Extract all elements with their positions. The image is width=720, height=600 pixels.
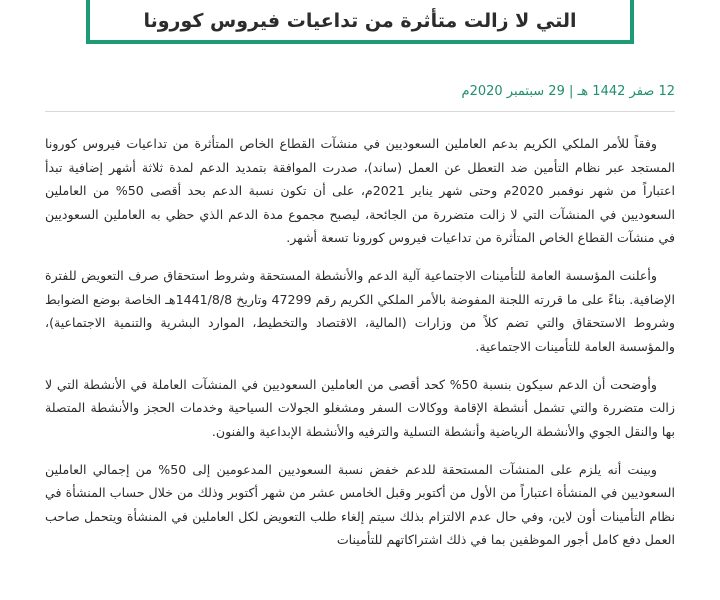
article-body: [45, 132, 675, 566]
paragraph: وفقاً للأمر الملكي الكريم بدعم العاملين السعوديين في منشآت القطاع الخاص المتأثرة من تداعيات فيروس كورونا المستجد عبر نظام التأمين ضد التعطل عن العمل (ساند)، صدرت الموافقة بتمديد الدعم لمدة ثلاثة أشهر إضافية تبدأ اعتباراً من شهر نوفمبر 2020م وحتى شهر يناير 2021م، على أن تكون نسبة الدعم بحد أقصى 50% من العاملين السعوديين في المنشآت التي لا زالت متضررة من الجائحة، ليصبح مجموع مدة الدعم الذي حظي به العاملين السعوديين في منشآت القطاع الخاص المتأثرة من تداعيات فيروس كورونا تسعة أشهر.: [45, 136, 675, 245]
publish-date: 12 صفر 1442 هـ | 29 سبتمبر 2020م: [461, 84, 675, 99]
article-title: التي لا زالت متأثرة من تداعيات فيروس كورونا: [143, 10, 577, 32]
divider: [45, 111, 675, 112]
paragraph: وأوضحت أن الدعم سيكون بنسبة 50% كحد أقصى من العاملين السعوديين في المنشآت العاملة في الأنشطة التي لا زالت متضررة والتي تشمل أنشطة الإقامة ووكالات السفر ومشغلو الجولات السياحية وخدمات الحجز والأنشطة المتصلة بها والنقل الجوي والأنشطة الرياضية وأنشطة التسلية والترفيه والأنشطة الإبداعية والفنون.: [45, 376, 675, 439]
article-title-box: [86, 0, 634, 44]
paragraph: وبينت أنه يلزم على المنشآت المستحقة للدعم خفض نسبة السعوديين المدعومين إلى 50% من إجمالي العاملين السعوديين في المنشأة اعتباراً من الأول من أكتوبر وقبل الخامس عشر من شهر أكتوبر وذلك من خلال حساب المنشأة في نظام التأمينات أون لاين، وفي حال عدم الالتزام بذلك سيتم إلغاء طلب التعويض لكل العاملين في المنشأة ويتحمل صاحب العمل دفع كامل أجور الموظفين بما في ذلك اشتراكاتهم للتأمينات: [45, 461, 675, 547]
paragraph: وأعلنت المؤسسة العامة للتأمينات الاجتماعية آلية الدعم والأنشطة المستحقة وشروط استحقاق صرف التعويض للفترة الإضافية. بناءً على ما قررته اللجنة المفوضة بالأمر الملكي الكريم رقم 47299 وتاريخ 1441/8/8هـ الخاصة بوضع الضوابط وشروط الاستحقاق والتي تضم كلاً من وزارات (المالية، الاقتصاد والتخطيط، الموارد البشرية والتنمية الاجتماعية)، والمؤسسة العامة للتأمينات الاجتماعية.: [45, 268, 675, 354]
